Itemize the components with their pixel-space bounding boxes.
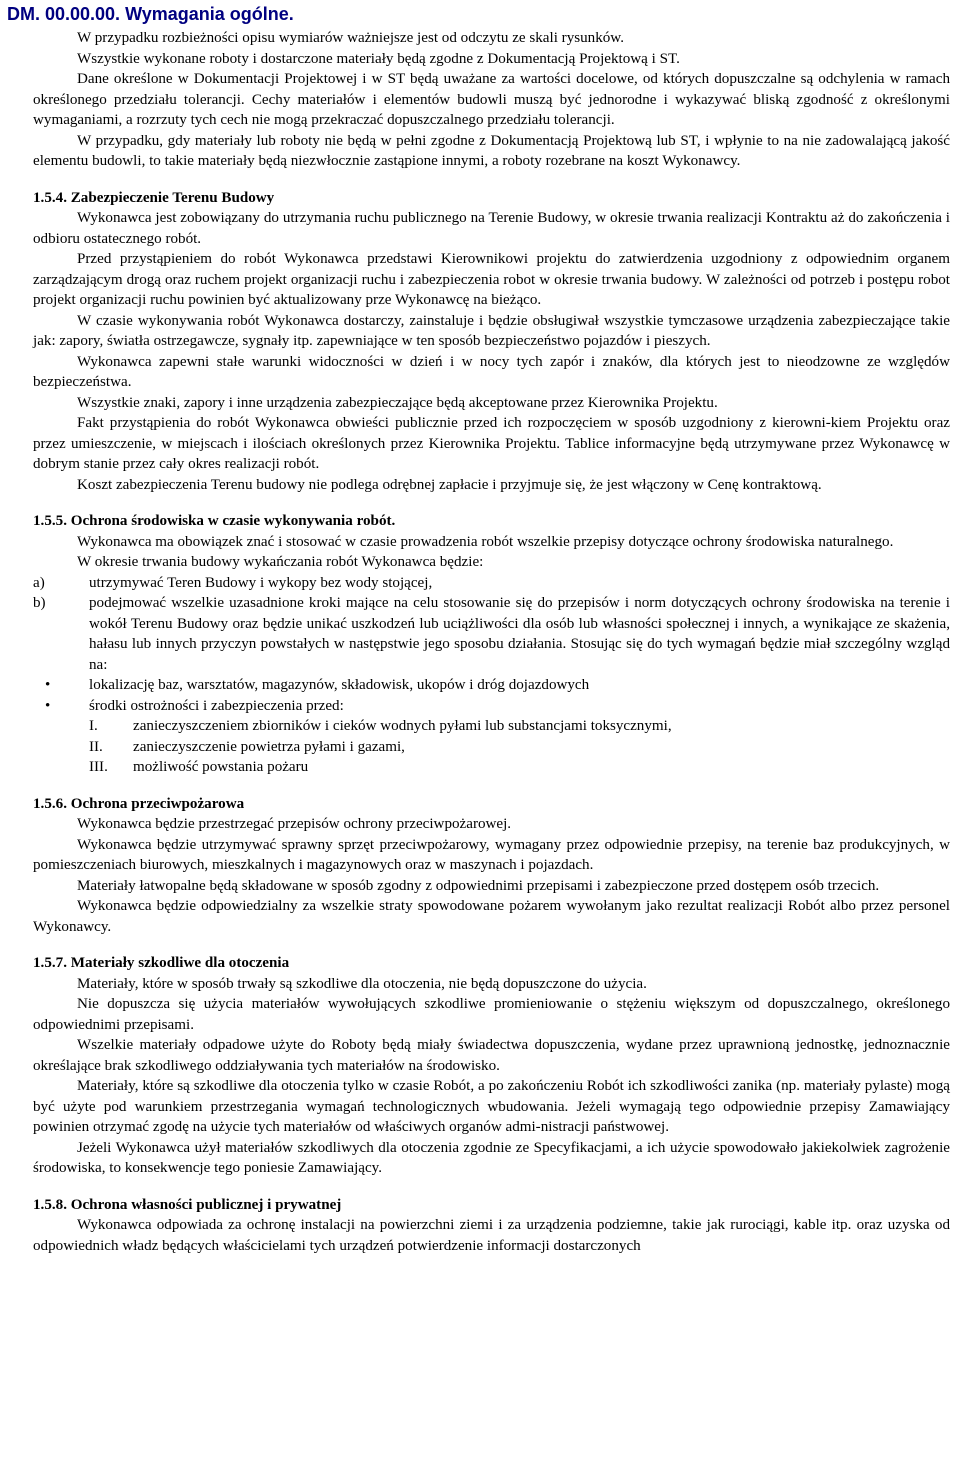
paragraph: Koszt zabezpieczenia Terenu budowy nie podlega odrębnej zapłacie i przyjmuje się, że jest włączony w Cenę kontraktową.	[77, 476, 822, 493]
list-item	[33, 593, 950, 675]
paragraph: Wykonawca będzie przestrzegać przepisów ochrony przeciwpożarowej.	[77, 816, 512, 832]
section-1-5-8	[33, 1195, 950, 1257]
paragraph: Wykonawca odpowiada za ochronę instalacji na powierzchni ziemi i za urządzenia podziemne, takie jak rurociągi, kable itp. oraz uzyska od odpowiednich władz będących właścicielami tych urządzeń potwierdzenie informacji dostarczonych	[33, 1217, 950, 1254]
paragraph: Przed przystąpieniem do robót Wykonawca przedstawi Kierownikowi projektu do zatwierdzenia uzgodniony z odpowiednim organem zarządzającym drogą oraz ruchem projekt organizacji ruchu i zabezpieczenia robot w okresie trwania budowy. W zależności od potrzeb i postępu robot projekt organizacji ruchu powinien być aktualizowany prze Wykonawcę na bieżąco.	[33, 251, 950, 308]
list-item-text: utrzymywać Teren Budowy i wykopy bez wody stojącej,	[89, 574, 433, 591]
document-content	[5, 28, 955, 1256]
paragraph: Wykonawca zapewni stałe warunki widoczności w dzień i w nocy tych zapór i znaków, dla których jest to nieodzowne ze względów bezpieczeństwa.	[33, 353, 950, 390]
lettered-list	[33, 573, 950, 676]
section-1-5-6	[33, 794, 950, 938]
paragraph: Wykonawca ma obowiązek znać i stosować w czasie prowadzenia robót wszelkie przepisy dotyczące ochrony środowiska naturalnego.	[77, 533, 894, 550]
bullet-list	[33, 675, 950, 716]
section-heading: 1.5.8. Ochrona własności publicznej i prywatnej	[33, 1196, 342, 1213]
paragraph: Wykonawca jest zobowiązany do utrzymania ruchu publicznego na Terenie Budowy, w okresie trwania realizacji Kontraktu aż do zakończenia i odbioru ostatecznego robót.	[33, 210, 950, 247]
paragraph: Dane określone w Dokumentacji Projektowej i w ST będą uważane za wartości docelowe, od których dopuszczalne są odchylenia w ramach określonego przedziału tolerancji. Cechy materiałów i elementów budowli muszą być jednorodne i wykazywać bliską zgodność z określonymi wymaganiami, a rozrzuty tych cech nie mogą przekraczać dopuszczalnego przedziału tolerancji.	[33, 71, 950, 128]
list-item-text: lokalizację baz, warsztatów, magazynów, składowisk, ukopów i dróg dojazdowych	[89, 677, 590, 693]
list-marker: b)	[33, 595, 46, 611]
paragraph: Materiały, które są szkodliwe dla otoczenia tylko w czasie Robót, a po zakończeniu Robót ich szkodliwości zanika (np. materiały pylaste) mogą być użyte pod warunkiem przestrzegania wymagań technologicznych wbudowania. Jeżeli wymagają tego odpowiednie przepisy Zamawiający powinien otrzymać zgodę na użycie tych materiałów od właściwych organów admi-nistracji państwowej.	[33, 1078, 950, 1135]
bullet-icon: •	[45, 677, 51, 693]
list-item	[33, 696, 950, 717]
list-item-text: podejmować wszelkie uzasadnione kroki mające na celu stosowanie się do przepisów i norm dotyczących ochrony środowiska na terenie i wokół Terenu Budowy oraz będzie unikać uszkodzeń lub uciążliwości dla osób lub własności społecznej i innych, a wynikające ze skażenia, hałasu lub innych przyczyn powstałych w następstwie jego sposobu działania. Stosując się do tych wymagań będzie miał szczególny wzgląd na:	[89, 595, 950, 673]
list-marker: I.	[89, 718, 98, 734]
paragraph: W okresie trwania budowy wykańczania robót Wykonawca będzie:	[77, 554, 484, 570]
paragraph: Nie dopuszcza się użycia materiałów wywołujących szkodliwe promieniowanie o stężeniu większym od dopuszczalnego, określonego odpowiednimi przepisami.	[33, 996, 950, 1033]
list-item	[33, 675, 950, 696]
paragraph: Materiały, które w sposób trwały są szkodliwe dla otoczenia, nie będą dopuszczone do użycia.	[77, 975, 647, 992]
section-heading: 1.5.6. Ochrona przeciwpożarowa	[33, 795, 245, 812]
paragraph: Wszystkie wykonane roboty i dostarczone materiały będą zgodne z Dokumentacją Projektową i ST.	[77, 50, 680, 67]
list-marker: II.	[89, 738, 103, 755]
paragraph: W czasie wykonywania robót Wykonawca dostarczy, zainstaluje i będzie obsługiwał wszystkie tymczasowe urządzenia zabezpieczające takie jak: zapory, światła ostrzegawcze, sygnały itp. zapewniające w ten sposób bezpieczeństwo pojazdów i pieszych.	[33, 312, 950, 349]
paragraph: Wszystkie znaki, zapory i inne urządzenia zabezpieczające będą akceptowane przez Kierownika Projektu.	[77, 394, 718, 411]
intro-section	[33, 28, 950, 172]
section-heading: 1.5.5. Ochrona środowiska w czasie wykonywania robót.	[33, 513, 396, 529]
list-item	[33, 737, 950, 758]
paragraph: Wykonawca będzie odpowiedzialny za wszelkie straty spowodowane pożarem wywołanym jako rezultat realizacji Robót albo przez personel Wykonawcy.	[33, 898, 950, 935]
paragraph: Materiały łatwopalne będą składowane w sposób zgodny z odpowiednimi przepisami i zabezpieczone przed dostępem osób trzecich.	[77, 877, 880, 894]
list-item-text: zanieczyszczenie powietrza pyłami i gazami,	[133, 738, 405, 755]
page-header: DM. 00.00.00. Wymagania ogólne.	[7, 4, 294, 24]
list-item	[33, 757, 950, 778]
roman-list	[33, 716, 950, 778]
paragraph: Wykonawca będzie utrzymywać sprawny sprzęt przeciwpożarowy, wymagany przez odpowiednie przepisy, na terenie baz produkcyjnych, w pomieszczeniach biurowych, mieszkalnych i magazynowych oraz w maszynach i pojazdach.	[33, 836, 950, 873]
paragraph: Wszelkie materiały odpadowe użyte do Roboty będą miały świadectwa dopuszczenia, wydane przez uprawnioną jednostkę, jednoznacznie określające brak szkodliwego oddziaływania tych materiałów na środowisko.	[33, 1037, 950, 1074]
list-item	[33, 573, 950, 594]
section-heading: 1.5.7. Materiały szkodliwe dla otoczenia	[33, 955, 290, 971]
section-1-5-4	[33, 188, 950, 496]
section-1-5-5	[33, 511, 950, 778]
bullet-icon: •	[45, 697, 51, 714]
list-marker: III.	[89, 759, 108, 775]
paragraph: W przypadku rozbieżności opisu wymiarów ważniejsze jest od odczytu ze skali rysunków.	[77, 30, 624, 46]
paragraph: W przypadku, gdy materiały lub roboty nie będą w pełni zgodne z Dokumentacją Projektową lub ST, i wpłynie to na nie zadowalającą jakość elementu budowli, to takie materiały będą niezwłocznie zastąpione innymi, a roboty rozebrane na koszt Wykonawcy.	[33, 132, 950, 169]
list-item-text: środki ostrożności i zabezpieczenia przed:	[89, 697, 344, 714]
paragraph: Jeżeli Wykonawca użył materiałów szkodliwych dla otoczenia zgodnie ze Specyfikacjami, a ich użycie spowodowało jakiekolwiek zagrożenie środowiska, to konsekwencje tego poniesie Zamawiający.	[33, 1139, 950, 1176]
list-item-text: możliwość powstania pożaru	[133, 759, 309, 775]
list-marker: a)	[33, 574, 45, 591]
section-1-5-7	[33, 953, 950, 1179]
section-heading: 1.5.4. Zabezpieczenie Terenu Budowy	[33, 189, 275, 206]
list-item-text: zanieczyszczeniem zbiorników i cieków wodnych pyłami lub substancjami toksycznymi,	[133, 718, 672, 734]
paragraph: Fakt przystąpienia do robót Wykonawca obwieści publicznie przed ich rozpoczęciem w sposób uzgodniony z kierowni-kiem Projektu oraz przez umieszczenie, w miejscach i ilościach określonych przez Kierownika Projektu. Tablice informacyjne będą utrzymywane przez Wykonawcę w dobrym stanie przez cały okres realizacji robót.	[33, 415, 950, 472]
list-item	[33, 716, 950, 737]
